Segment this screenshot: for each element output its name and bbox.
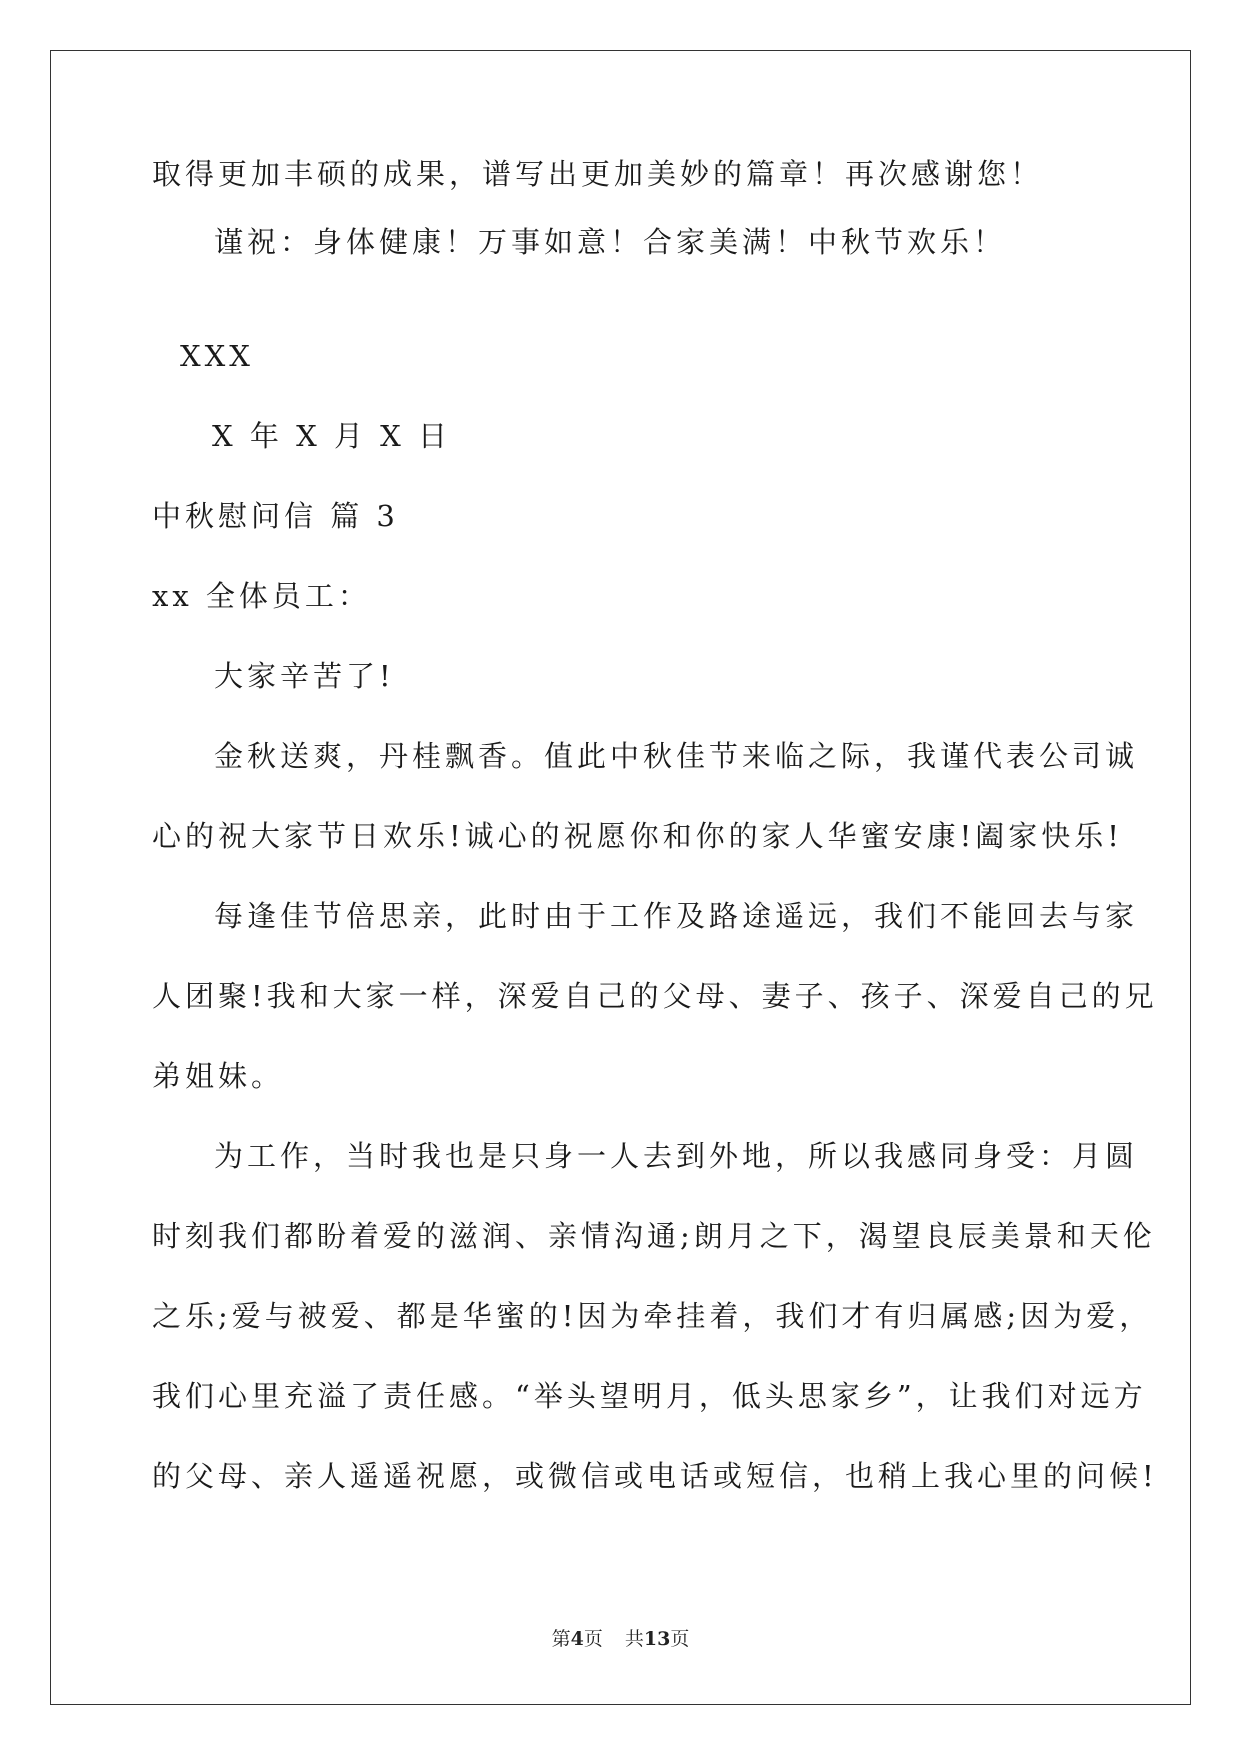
text-line: 人团聚!我和大家一样，深爱自己的父母、妻子、孩子、深爱自己的兄 <box>152 979 1158 1013</box>
page-unit: 页 <box>583 1628 603 1650</box>
closing-wishes: 谨祝：身体健康！万事如意！合家美满！中秋节欢乐！ <box>214 225 1007 259</box>
text-line: 的父母、亲人遥遥祝愿，或微信或电话或短信，也稍上我心里的问候! <box>152 1459 1158 1493</box>
text-line: 之乐;爱与被爱、都是华蜜的!因为牵挂着，我们才有归属感;因为爱， <box>152 1299 1153 1333</box>
text-line: 弟姐妹。 <box>152 1059 285 1093</box>
page-footer <box>0 1624 1241 1651</box>
salutation: xx 全体员工： <box>152 579 371 613</box>
signature: XXX <box>180 339 254 373</box>
text-line: 我们心里充溢了责任感。“举头望明月，低头思家乡”，让我们对远方 <box>152 1379 1147 1413</box>
date-line: X 年 X 月 X 日 <box>212 419 452 453</box>
section-heading: 中秋慰问信 篇 3 <box>152 499 399 533</box>
greeting: 大家辛苦了! <box>214 659 395 693</box>
total-prefix: 共 <box>624 1628 644 1650</box>
page-total: 13 <box>643 1628 671 1650</box>
text-line: 时刻我们都盼着爱的滋润、亲情沟通;朗月之下，渴望良辰美景和天伦 <box>152 1219 1156 1253</box>
page-border <box>50 50 1191 1705</box>
total-unit: 页 <box>670 1628 690 1650</box>
page-current: 4 <box>570 1628 584 1650</box>
text-line: 金秋送爽，丹桂飘香。值此中秋佳节来临之际，我谨代表公司诚 <box>214 739 1139 773</box>
text-line: 每逢佳节倍思亲，此时由于工作及路途遥远，我们不能回去与家 <box>214 899 1139 933</box>
page-prefix: 第 <box>551 1628 571 1650</box>
text-line: 心的祝大家节日欢乐!诚心的祝愿你和你的家人华蜜安康!阖家快乐! <box>152 819 1123 853</box>
text-line: 为工作，当时我也是只身一人去到外地，所以我感同身受：月圆 <box>214 1139 1139 1173</box>
text-line: 取得更加丰硕的成果，谱写出更加美妙的篇章！再次感谢您！ <box>152 157 1044 191</box>
